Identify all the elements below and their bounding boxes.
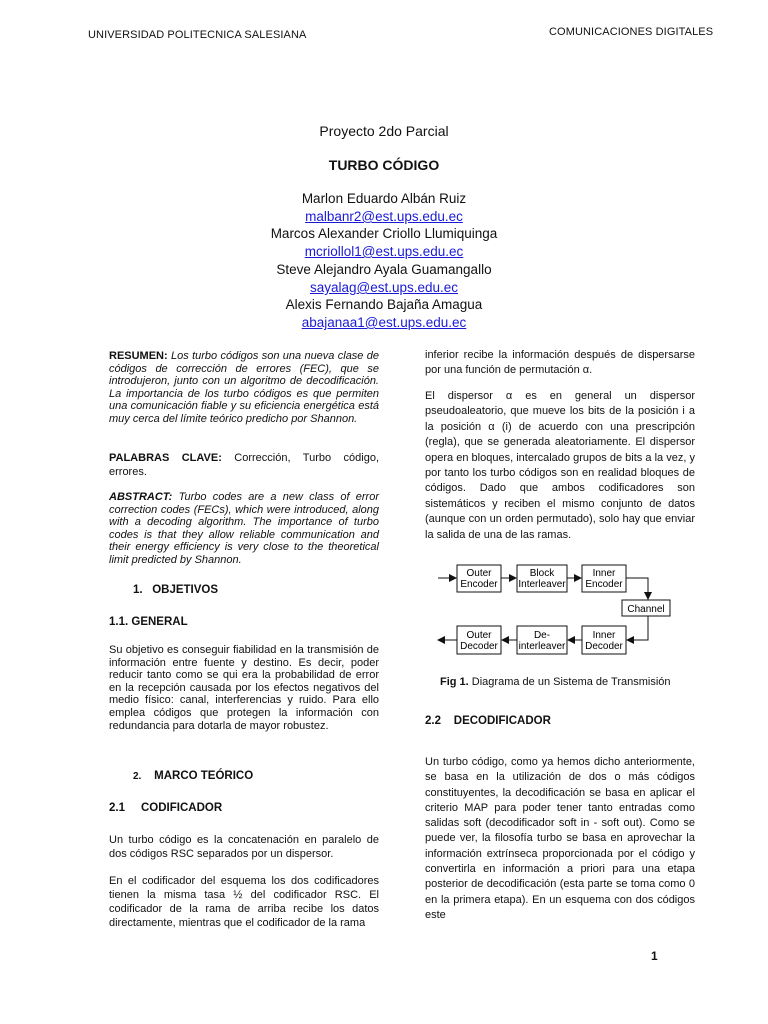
resumen-label: RESUMEN: xyxy=(109,350,168,362)
deinterleaver-label: De- xyxy=(533,630,551,641)
author-name: Steve Alejandro Ayala Guamangallo xyxy=(276,262,492,277)
section-title: MARCO TEÓRICO xyxy=(154,770,254,782)
inner-encoder-label: Encoder xyxy=(585,579,623,590)
codificador-paragraph-2: En el codificador del esquema los dos codificadores tienen la misma tasa ½ del codificador RSC. El codificador de la rama de arriba recibe los datos directamente, mientras que el codificador de la rama xyxy=(109,875,379,929)
author-name: Marcos Alexander Criollo Llumiquinga xyxy=(270,226,498,241)
section-title: OBJETIVOS xyxy=(152,584,219,596)
section-title: DECODIFICADOR xyxy=(453,715,551,727)
section-2-heading xyxy=(133,770,253,782)
header-course: COMUNICACIONES DIGITALES xyxy=(549,26,714,38)
right-paragraph-2: El dispersor α es en general un dispersor pseudoaleatorio, que mueve los bits de la posición i a la posición α (i) de acuerdo con una prescripción (regla), que se generada aleatoriamente. El dispersor opera en bloques, intercalado grupos de bits a la vez, y por tanto los turbo códigos son en realidad bloques de códigos. Dado que ambos codificadores son sistemáticos y reciben el mismo conjunto de datos (aunque con un orden permutado), solo hay que enviar la salida de una de las ramas. xyxy=(425,390,695,541)
figure-caption xyxy=(440,676,671,688)
abstract-text: Turbo codes are a new class of error correction codes (FECs), which were introduced, along with a decoding algorithm. The importance of turbo codes is that they allow reliable communication and their energy efficiency is very close to the theoretical limit predicted by Shannon. xyxy=(109,491,379,566)
arrow xyxy=(626,578,648,599)
abstract-label: ABSTRACT: xyxy=(109,491,173,503)
section-2-1-heading xyxy=(109,802,222,814)
resumen-text: Los turbo códigos son una nueva clase de códigos de corrección de errores (FEC), que se introdujeron, junto con un algoritmo de decodificación. La importancia de los turbo códigos es que permiten una comunicación fiable y su eficiencia energética está muy cerca del límite teórico predicho por Shannon. xyxy=(109,350,379,425)
author-email[interactable]: abajanaa1@est.ups.edu.ec xyxy=(301,315,467,330)
transmission-diagram xyxy=(432,555,682,663)
author-email[interactable]: mcriollol1@est.ups.edu.ec xyxy=(304,244,464,259)
inner-decoder-label: Inner xyxy=(592,630,616,641)
figure-label: Fig 1. xyxy=(440,676,469,688)
block-interleaver-label: Block xyxy=(529,568,555,579)
decodificador-paragraph: Un turbo código, como ya hemos dicho anteriormente, se basa en la utilización de dos o más códigos constituyentes, la decodificación se basa en aplicar el criterio MAP para poder tener tanto entradas como salidas soft (decodificador soft in - soft out). Como se puede ver, la filosofía turbo se basa en aprovechar la información extrínseca proporcionada por el código y convertirla en información a priori para una etapa posterior de decodificación (esta parte se toma como 0 en la primera etapa). En un esquema con dos códigos este xyxy=(425,756,695,921)
author-name: Marlon Eduardo Albán Ruiz xyxy=(301,191,467,206)
section-1-heading xyxy=(133,584,218,596)
section-number: 2. xyxy=(133,771,142,782)
deinterleaver-label: interleaver xyxy=(518,641,566,652)
outer-decoder-label: Decoder xyxy=(460,641,498,652)
page-number: 1 xyxy=(651,949,658,963)
outer-encoder-label: Encoder xyxy=(460,579,498,590)
channel-label: Channel xyxy=(627,604,665,615)
section-number: 2.2 xyxy=(425,715,441,727)
author-email[interactable]: sayalag@est.ups.edu.ec xyxy=(309,280,459,295)
inner-decoder-label: Decoder xyxy=(585,641,623,652)
header-university: UNIVERSIDAD POLITECNICA SALESIANA xyxy=(88,29,307,41)
paper-title: TURBO CÓDIGO xyxy=(328,157,440,173)
keywords-text: Corrección, Turbo código, errores. xyxy=(109,452,379,478)
outer-decoder-label: Outer xyxy=(466,630,492,641)
figure-caption-text: Diagrama de un Sistema de Transmisión xyxy=(471,676,671,688)
right-paragraph-1: inferior recibe la información después de dispersarse por una función de permutación α. xyxy=(425,349,695,376)
arrow xyxy=(627,616,648,640)
author-name: Alexis Fernando Bajaña Amagua xyxy=(285,297,483,312)
codificador-paragraph-1: Un turbo código es la concatenación en paralelo de dos códigos RSC separados por un dispersor. xyxy=(109,834,379,860)
resumen-paragraph xyxy=(109,350,379,426)
section-title: CODIFICADOR xyxy=(140,802,223,814)
keywords-paragraph xyxy=(109,451,379,479)
general-paragraph: Su objetivo es conseguir fiabilidad en la transmisión de información entre fuente y destino. Es decir, poder reducir tanto como se qui era la probabilidad de error en la recepción causada por los efectos negativos del medio físico: canal, interferencias y ruido. Para ello emplea códigos que protegen la información con redundancia para dotarla de mayor robustez. xyxy=(109,644,379,732)
section-number: 2.1 xyxy=(109,802,125,814)
paper-subtitle: Proyecto 2do Parcial xyxy=(319,123,449,139)
section-number: 1. xyxy=(133,584,143,596)
outer-encoder-label: Outer xyxy=(466,568,492,579)
author-email[interactable]: malbanr2@est.ups.edu.ec xyxy=(305,209,463,224)
inner-encoder-label: Inner xyxy=(592,568,616,579)
section-1-1-heading: 1.1. GENERAL xyxy=(109,616,188,628)
block-interleaver-label: Interleaver xyxy=(518,579,566,590)
section-2-2-heading xyxy=(425,715,551,727)
keywords-label: PALABRAS CLAVE: xyxy=(109,452,222,464)
abstract-paragraph xyxy=(109,491,379,567)
